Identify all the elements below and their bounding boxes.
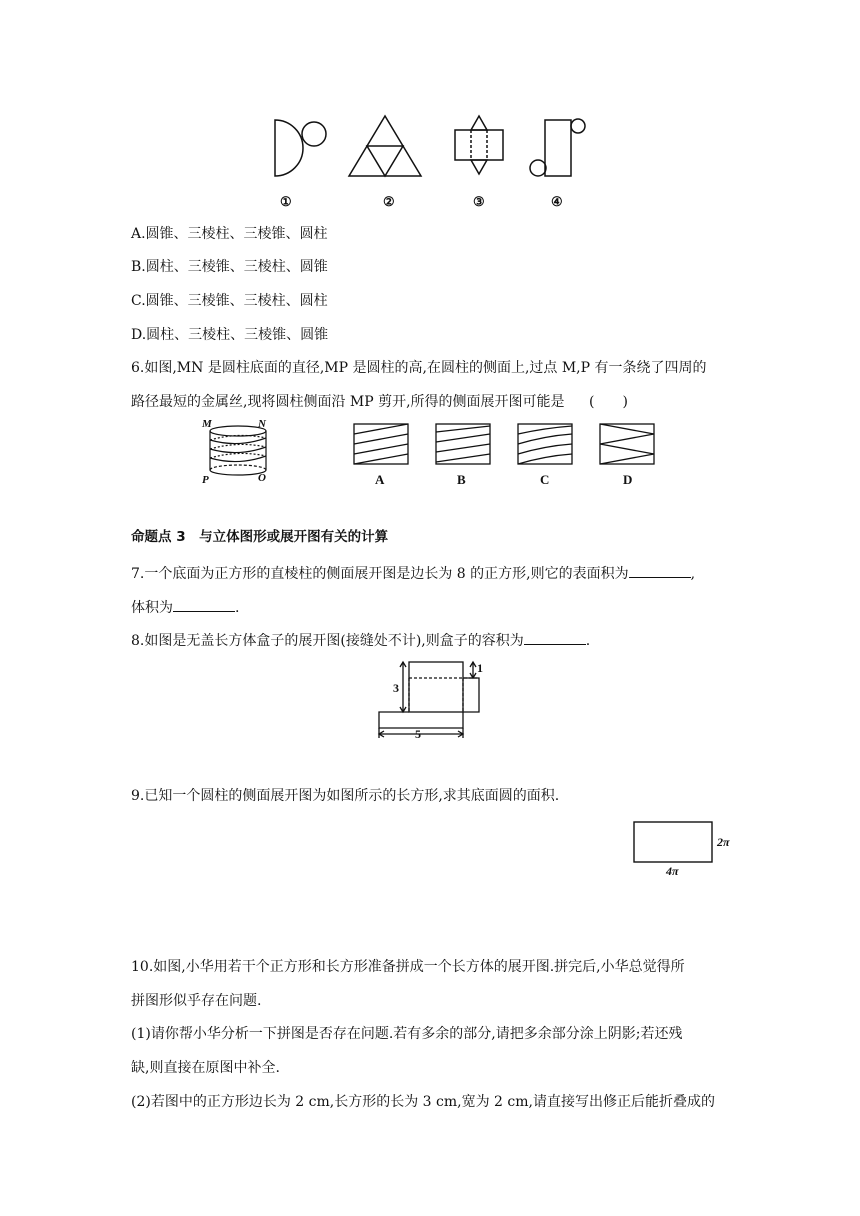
- q8-blank-volume[interactable]: [524, 630, 586, 645]
- q6-text-line2-body: 路径最短的金属丝,现将圆柱侧面沿 MP 剪开,所得的侧面展开图可能是: [131, 394, 565, 410]
- figure-2-tetrahedron-net: [349, 116, 421, 176]
- q6-option-figures: [350, 420, 660, 470]
- figure-1-cone-net: [275, 120, 326, 176]
- figure-3-prism-net: [455, 116, 503, 174]
- q6-option-d-label: D: [623, 472, 633, 487]
- q5-option-c: C.圆锥、三棱锥、三棱柱、圆柱: [131, 293, 328, 309]
- q8-dim-top: 1: [477, 661, 483, 675]
- cylinder-label-m: M: [202, 418, 212, 430]
- section-title: 命题点 3 与立体图形或展开图有关的计算: [131, 529, 389, 545]
- q8-dim-width: 5: [415, 727, 421, 741]
- q7-text-c: 体积为: [131, 600, 173, 616]
- cylinder-label-n: N: [258, 418, 266, 430]
- q9-rectangle-figure: [632, 820, 716, 864]
- q10-line1: 10.如图,小华用若干个正方形和长方形准备拼成一个长方体的展开图.拼完后,小华总觉得所: [131, 959, 685, 975]
- q5-option-a: A.圆锥、三棱柱、三棱锥、圆柱: [131, 226, 328, 242]
- q7-line2: [131, 597, 239, 618]
- cylinder-label-o: O: [258, 472, 266, 484]
- q5-option-d: D.圆柱、三棱柱、三棱锥、圆锥: [131, 327, 329, 343]
- q7-line1: [131, 563, 695, 584]
- q6-option-b-label: B: [457, 472, 466, 487]
- figure-label-4: ④: [551, 194, 563, 209]
- q10-p1-line2: 缺,则直接在原图中补全.: [131, 1060, 280, 1076]
- q8-text-a: 8.如图是无盖长方体盒子的展开图(接缝处不计),则盒子的容积为: [131, 633, 524, 649]
- q8-line: [131, 630, 590, 651]
- option-c-net: [518, 424, 572, 464]
- figure-4-cylinder-net: [530, 119, 585, 176]
- q5-figures: [265, 112, 595, 187]
- q9-width-label: 4π: [666, 864, 679, 878]
- q6-option-c-label: C: [540, 472, 550, 487]
- figure-label-3: ③: [473, 194, 485, 209]
- q10-p1-line1: (1)请你帮小华分析一下拼图是否存在问题.若有多余的部分,请把多余部分涂上阴影;若还残: [131, 1026, 683, 1042]
- option-d-net: [600, 424, 654, 464]
- q9-height-label: 2π: [717, 835, 730, 849]
- q7-text-a: 7.一个底面为正方形的直棱柱的侧面展开图是边长为 8 的正方形,则它的表面积为: [131, 566, 629, 582]
- option-a-net: [354, 424, 408, 464]
- q10-line2: 拼图形似乎存在问题.: [131, 993, 262, 1009]
- q6-text-line2: [131, 392, 628, 412]
- option-b-net: [436, 424, 490, 464]
- q8-text-b: .: [585, 633, 591, 649]
- q9-text: 9.已知一个圆柱的侧面展开图为如图所示的长方形,求其底面圆的面积.: [131, 788, 560, 804]
- q5-option-b: B.圆柱、三棱锥、三棱柱、圆锥: [131, 259, 328, 275]
- figure-label-1: ①: [280, 194, 292, 209]
- q7-blank-volume[interactable]: [173, 597, 235, 612]
- q6-option-a-label: A: [375, 472, 385, 487]
- q7-text-d: .: [235, 600, 240, 616]
- q10-p2-line1: (2)若图中的正方形边长为 2 cm,长方形的长为 3 cm,宽为 2 cm,请直接写出修正后能折叠成的: [131, 1094, 715, 1110]
- q6-answer-paren: ( ): [589, 394, 628, 410]
- cylinder-label-p: P: [202, 474, 209, 486]
- q6-text-line1: 6.如图,MN 是圆柱底面的直径,MP 是圆柱的高,在圆柱的侧面上,过点 M,P 有一条绕了四周的: [131, 360, 707, 376]
- figure-label-2: ②: [383, 194, 395, 209]
- q7-blank-surface-area[interactable]: [629, 563, 691, 578]
- q8-dim-height: 3: [393, 681, 399, 695]
- q7-text-b: ,: [690, 566, 696, 582]
